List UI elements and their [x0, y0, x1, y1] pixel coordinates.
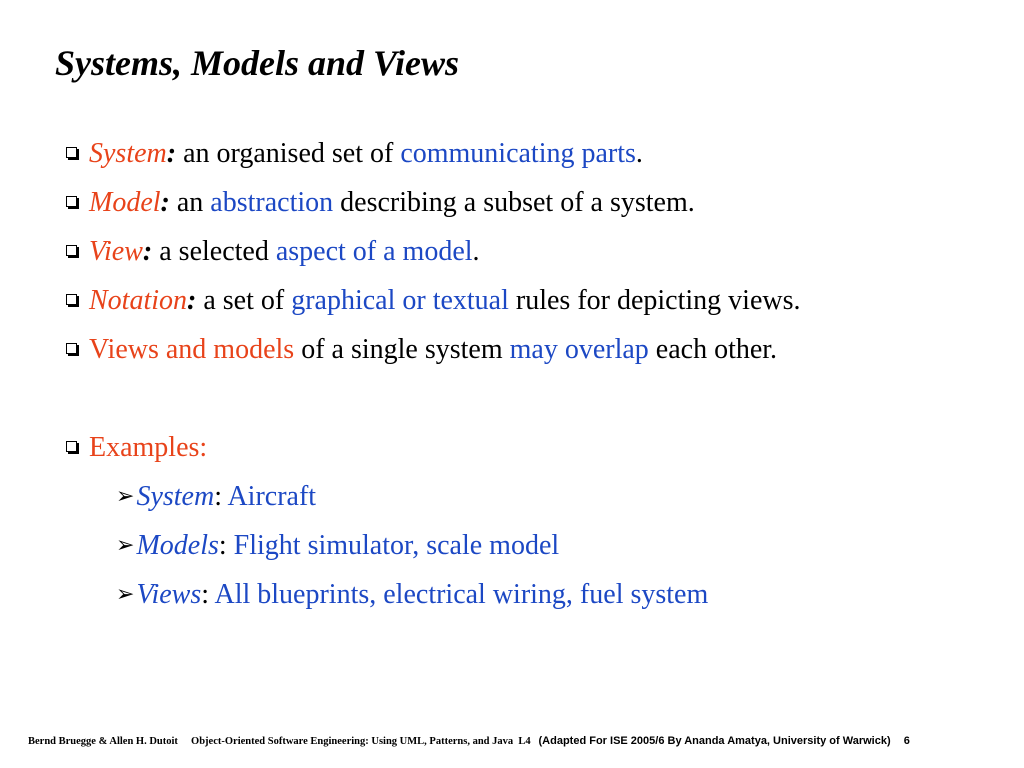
bullet-examples — [62, 428, 207, 468]
term-colon: : — [160, 187, 170, 218]
arrow-bullet-icon: ➢ — [116, 483, 135, 508]
square-bullet-icon — [66, 343, 77, 354]
bullet-view — [62, 232, 480, 272]
example-views — [116, 575, 708, 616]
bullet-system — [62, 134, 643, 174]
term: System — [136, 481, 215, 512]
term: Models — [136, 530, 219, 561]
highlight: may overlap — [509, 334, 649, 365]
text: . — [472, 236, 480, 267]
footer-adapted: (Adapted For ISE 2005/6 By Ananda Amatya, University of Warwick) — [538, 735, 891, 747]
bullet-overlap — [62, 330, 777, 370]
term-colon: : — [214, 481, 222, 512]
value: All blueprints, electrical wiring, fuel system — [209, 579, 709, 610]
slide-footer — [28, 735, 910, 747]
term: Views — [136, 579, 202, 610]
term-colon: : — [166, 138, 177, 169]
highlight: communicating parts — [400, 138, 636, 169]
term: Notation — [89, 285, 188, 316]
arrow-bullet-icon: ➢ — [116, 532, 135, 557]
term-colon: : — [142, 236, 153, 267]
term: View — [89, 236, 143, 267]
text: an organised set of — [176, 138, 401, 169]
lead: Views and models — [89, 334, 295, 365]
highlight: graphical or textual — [291, 285, 509, 316]
term-colon: : — [187, 285, 197, 316]
value: Flight simulator, scale model — [226, 530, 560, 561]
term: Model — [89, 187, 161, 218]
example-system — [116, 477, 316, 518]
examples-heading: Examples: — [89, 432, 208, 463]
arrow-bullet-icon: ➢ — [116, 581, 135, 606]
term-colon: : — [218, 530, 227, 561]
footer-book: Object-Oriented Software Engineering: Using UML, Patterns, and Java — [191, 736, 514, 747]
slide-title: Systems, Models and Views — [55, 43, 460, 83]
highlight: abstraction — [210, 187, 334, 218]
highlight: aspect of a model — [275, 236, 473, 267]
square-bullet-icon — [66, 294, 77, 305]
text: a set of — [196, 285, 292, 316]
bullet-notation — [62, 281, 800, 321]
page-number: 6 — [903, 735, 910, 747]
example-models — [116, 526, 559, 567]
term: System — [89, 138, 167, 169]
square-bullet-icon — [66, 147, 77, 158]
bullet-model — [62, 183, 695, 223]
value: Aircraft — [221, 481, 317, 512]
footer-lecture: L4 — [518, 736, 531, 747]
text: an — [169, 187, 211, 218]
text: a selected — [152, 236, 276, 267]
square-bullet-icon — [66, 441, 77, 452]
square-bullet-icon — [66, 245, 77, 256]
text: of a single system — [294, 334, 510, 365]
footer-authors: Bernd Bruegge & Allen H. Dutoit — [28, 736, 178, 747]
text: each other. — [648, 334, 778, 365]
text: . — [635, 138, 643, 169]
square-bullet-icon — [66, 196, 77, 207]
text: rules for depicting views. — [508, 285, 801, 316]
term-colon: : — [201, 579, 210, 610]
text: describing a subset of a system. — [333, 187, 695, 218]
